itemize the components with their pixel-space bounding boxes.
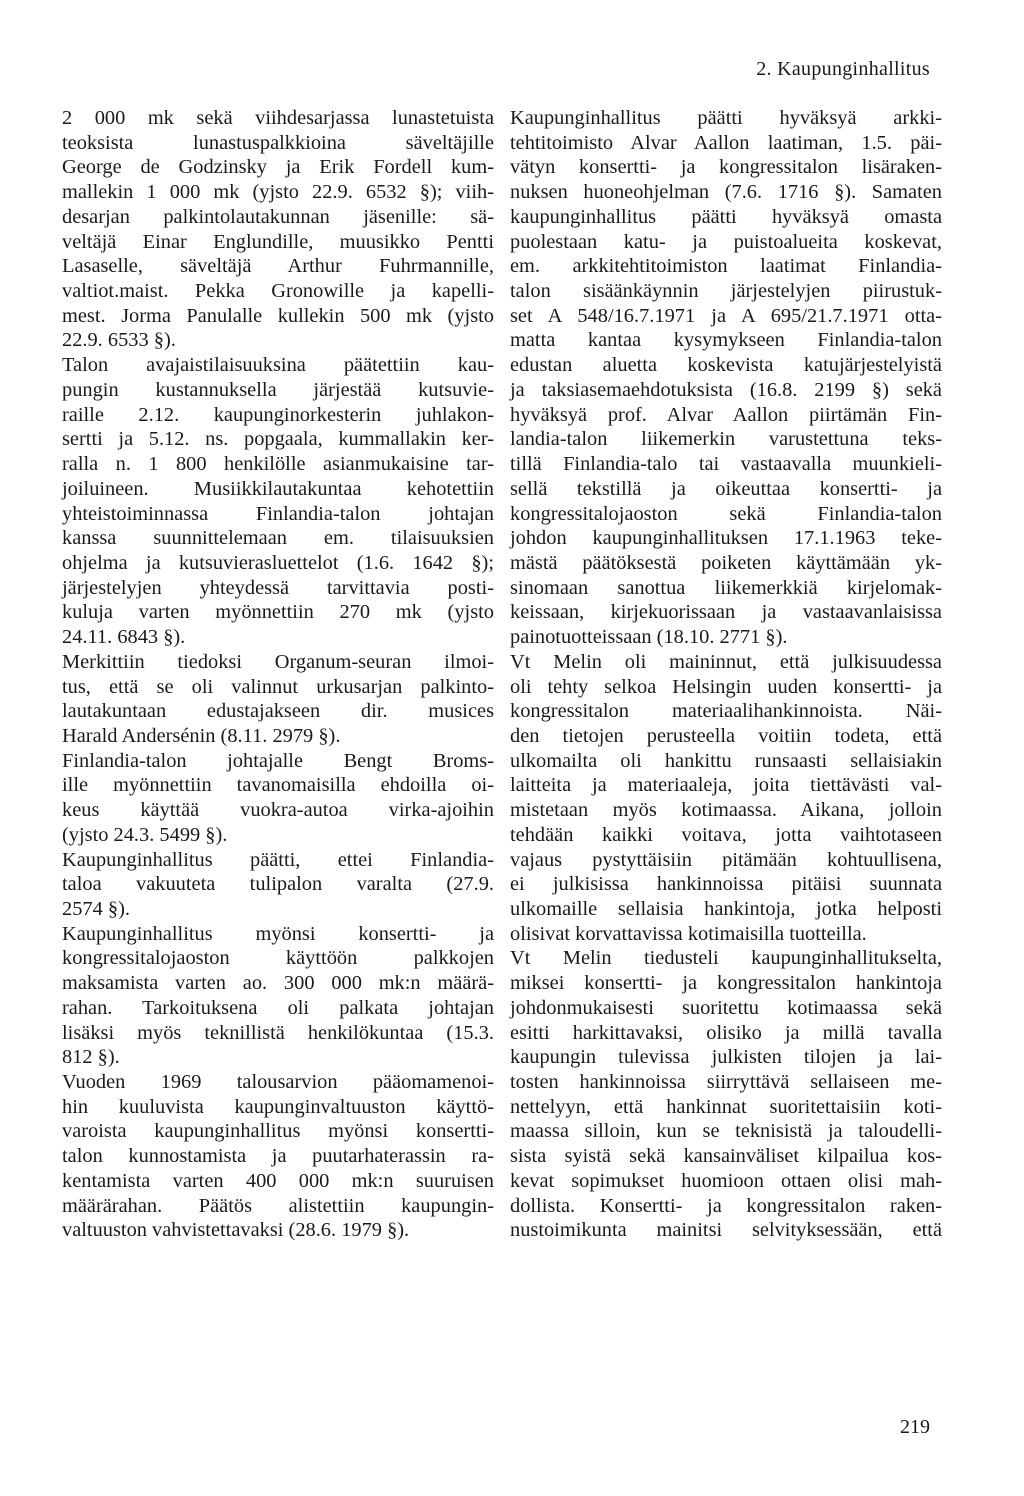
text-line: mästä päätöksestä poiketen käyttämään yk- bbox=[510, 551, 942, 574]
text-line: nettelyyn, että hankinnat suoritettaisiin koti- bbox=[510, 1095, 942, 1118]
text-line: Vt Melin oli maininnut, että julkisuudessa bbox=[510, 650, 942, 673]
text-line: tus, että se oli valinnut urkusarjan palkinto- bbox=[62, 675, 494, 698]
text-line: Merkittiin tiedoksi Organum-seuran ilmoi- bbox=[62, 650, 494, 673]
text-line: hyväksyä prof. Alvar Aallon piirtämän Fin- bbox=[510, 403, 942, 426]
text-line: ulkomailta oli hankittu runsaasti sellaisiakin bbox=[510, 749, 942, 772]
text-line: johdonmukaisesti suoritettu kotimaassa sekä bbox=[510, 996, 942, 1019]
text-line: set A 548/16.7.1971 ja A 695/21.7.1971 otta- bbox=[510, 304, 942, 327]
text-line: esitti harkittavaksi, olisiko ja millä tavalla bbox=[510, 1021, 942, 1044]
text-line: keus käyttää vuokra-autoa virka-ajoihin bbox=[62, 799, 494, 822]
text-line: ulkomaille sellaisia hankintoja, jotka helposti bbox=[510, 898, 942, 920]
text-line: sertti ja 5.12. ns. popgaala, kummallakin ker- bbox=[62, 428, 494, 451]
text-line: kevat sopimukset huomioon ottaen olisi mah- bbox=[510, 1169, 942, 1192]
text-line: tehdään kaikki voitava, jotta vaihtotaseen bbox=[510, 823, 942, 846]
text-line: teoksista lunastuspalkkioina säveltäjille bbox=[62, 131, 494, 154]
text-line: Vt Melin tiedusteli kaupunginhallitukselta, bbox=[510, 947, 942, 970]
text-line: määrärahan. Päätös alistettiin kaupungin- bbox=[62, 1194, 494, 1217]
text-line: vätyn konsertti- ja kongressitalon lisäraken- bbox=[510, 156, 942, 179]
text-line: johdon kaupunginhallituksen 17.1.1963 teke- bbox=[510, 527, 942, 550]
text-line: raille 2.12. kaupunginorkesterin juhlakon- bbox=[62, 403, 494, 426]
text-line: maksamista varten ao. 300 000 mk:n määrä- bbox=[62, 972, 494, 995]
text-line: sellä tekstillä ja oikeuttaa konsertti- ja bbox=[510, 477, 942, 500]
text-line: rahan. Tarkoituksena oli palkata johtajan bbox=[62, 996, 494, 1019]
left-column bbox=[62, 106, 494, 1243]
text-line: mallekin 1 000 mk (yjsto 22.9. 6532 §); viih- bbox=[62, 181, 494, 204]
text-line: talon kunnostamista ja puutarhaterassin ra- bbox=[62, 1145, 494, 1168]
text-line: kanssa suunnittelemaan em. tilaisuuksien bbox=[62, 527, 494, 550]
text-line: Kaupunginhallitus päätti, ettei Finlandia- bbox=[62, 848, 494, 871]
text-line: Finlandia-talon johtajalle Bengt Broms- bbox=[62, 749, 494, 772]
text-line: nuksen huoneohjelman (7.6. 1716 §). Samaten bbox=[510, 181, 942, 204]
text-line: yhteistoiminnassa Finlandia-talon johtajan bbox=[62, 502, 494, 525]
text-line: sinomaan sanottua liikemerkkiä kirjelomak- bbox=[510, 576, 942, 599]
text-line: nustoimikunta mainitsi selvityksessään, että bbox=[510, 1219, 942, 1242]
text-line: maassa silloin, kun se teknisistä ja taloudelli- bbox=[510, 1120, 942, 1143]
text-line: Kaupunginhallitus päätti hyväksyä arkki- bbox=[510, 107, 942, 129]
text-line: Kaupunginhallitus myönsi konsertti- ja bbox=[62, 922, 494, 945]
text-line: laitteita ja materiaaleja, joita tiettävästi val- bbox=[510, 774, 942, 797]
text-line: desarjan palkintolautakunnan jäsenille: sä- bbox=[62, 205, 494, 228]
text-line: (yjsto 24.3. 5499 §). bbox=[62, 823, 228, 846]
text-line: ei julkisissa hankinnoissa pitäisi suunnata bbox=[510, 873, 942, 896]
text-line: joiluineen. Musiikkilautakuntaa kehotettiin bbox=[62, 477, 494, 500]
page-number: 219 bbox=[900, 1416, 930, 1438]
right-column bbox=[510, 106, 942, 1243]
text-line: Lasaselle, säveltäjä Arthur Fuhrmannille, bbox=[62, 255, 494, 278]
text-line: valtuuston vahvistettavaksi (28.6. 1979 §). bbox=[62, 1219, 410, 1242]
text-line: em. arkkitehtitoimiston laatimat Finlandia- bbox=[510, 255, 942, 278]
text-line: 2 000 mk sekä viihdesarjassa lunastetuista bbox=[62, 107, 494, 129]
text-line: mistetaan myös kotimaassa. Aikana, jolloin bbox=[510, 799, 942, 822]
text-line: järjestelyjen yhteydessä tarvittavia posti- bbox=[62, 576, 494, 599]
text-line: den tietojen perusteella voitiin todeta, että bbox=[510, 724, 942, 747]
text-line: kongressitalojaoston sekä Finlandia-talon bbox=[510, 502, 942, 525]
text-line: miksei konsertti- ja kongressitalon hankintoja bbox=[510, 972, 942, 995]
text-line: hin kuuluvista kaupunginvaltuuston käyttö- bbox=[62, 1095, 494, 1118]
running-head: 2. Kaupunginhallitus bbox=[756, 58, 930, 80]
text-line: talon sisäänkäynnin järjestelyjen piirustuk- bbox=[510, 280, 942, 303]
text-line: 22.9. 6533 §). bbox=[62, 329, 176, 352]
text-line: edustan aluetta koskevista katujärjestelyistä bbox=[510, 354, 942, 377]
text-line: puolestaan katu- ja puistoalueita koskevat, bbox=[510, 230, 942, 253]
text-line: 812 §). bbox=[62, 1046, 120, 1069]
text-line: Harald Andersénin (8.11. 2979 §). bbox=[62, 724, 341, 747]
text-line: kentamista varten 400 000 mk:n suuruisen bbox=[62, 1169, 494, 1192]
text-line: kuluja varten myönnettiin 270 mk (yjsto bbox=[62, 601, 494, 624]
text-line: dollista. Konsertti- ja kongressitalon raken- bbox=[510, 1194, 942, 1217]
text-line: ille myönnettiin tavanomaisilla ehdoilla oi- bbox=[62, 774, 494, 797]
text-line: ralla n. 1 800 henkilölle asianmukaisine tar- bbox=[62, 453, 494, 476]
text-line: George de Godzinsky ja Erik Fordell kum- bbox=[62, 156, 494, 179]
text-line: vajaus pystyttäisiin pitämään kohtuullisena, bbox=[510, 848, 942, 871]
text-line: ohjelma ja kutsuvierasluettelot (1.6. 1642 §); bbox=[62, 551, 494, 574]
text-line: olisivat korvattavissa kotimaisilla tuotteilla. bbox=[510, 922, 867, 945]
text-line: kongressitalojaoston käyttöön palkkojen bbox=[62, 947, 494, 970]
text-line: varoista kaupunginhallitus myönsi konsertti- bbox=[62, 1120, 494, 1143]
text-line: 24.11. 6843 §). bbox=[62, 626, 186, 649]
text-line: kongressitalon materiaalihankinnoista. Näi- bbox=[510, 700, 942, 723]
text-line: lisäksi myös teknillistä henkilökuntaa (15.3. bbox=[62, 1021, 494, 1044]
text-line: mest. Jorma Panulalle kullekin 500 mk (yjsto bbox=[62, 304, 494, 327]
text-line: tehtitoimisto Alvar Aallon laatiman, 1.5. päi- bbox=[510, 131, 942, 154]
text-line: ja taksiasemaehdotuksista (16.8. 2199 §) sekä bbox=[510, 378, 942, 401]
text-line: tillä Finlandia-talo tai vastaavalla muunkieli- bbox=[510, 453, 942, 476]
text-line: lautakuntaan edustajakseen dir. musices bbox=[62, 700, 494, 723]
text-line: kaupunginhallitus päätti hyväksyä omasta bbox=[510, 205, 942, 228]
text-line: pungin kustannuksella järjestää kutsuvie- bbox=[62, 378, 494, 401]
text-line: sista syistä sekä kansainväliset kilpailua kos- bbox=[510, 1145, 942, 1168]
text-line: kaupungin tulevissa julkisten tilojen ja lai- bbox=[510, 1046, 942, 1069]
text-line: matta kantaa kysymykseen Finlandia-talon bbox=[510, 329, 942, 352]
text-line: valtiot.maist. Pekka Gronowille ja kapelli- bbox=[62, 280, 494, 303]
text-line: painotuotteissaan (18.10. 2771 §). bbox=[510, 626, 788, 649]
text-line: veltäjä Einar Englundille, muusikko Pentti bbox=[62, 230, 494, 253]
text-line: keissaan, kirjekuorissaan ja vastaavanlaisissa bbox=[510, 601, 942, 624]
text-line: tosten hankinnoissa siirryttävä sellaiseen me- bbox=[510, 1071, 942, 1094]
text-line: landia-talon liikemerkin varustettuna teks- bbox=[510, 428, 942, 451]
text-line: taloa vakuuteta tulipalon varalta (27.9. bbox=[62, 873, 494, 896]
text-line: Vuoden 1969 talousarvion pääomamenoi- bbox=[62, 1071, 494, 1094]
text-line: oli tehty selkoa Helsingin uuden konsertti- ja bbox=[510, 675, 942, 698]
text-line: Talon avajaistilaisuuksina päätettiin kau- bbox=[62, 354, 494, 377]
text-line: 2574 §). bbox=[62, 898, 130, 920]
